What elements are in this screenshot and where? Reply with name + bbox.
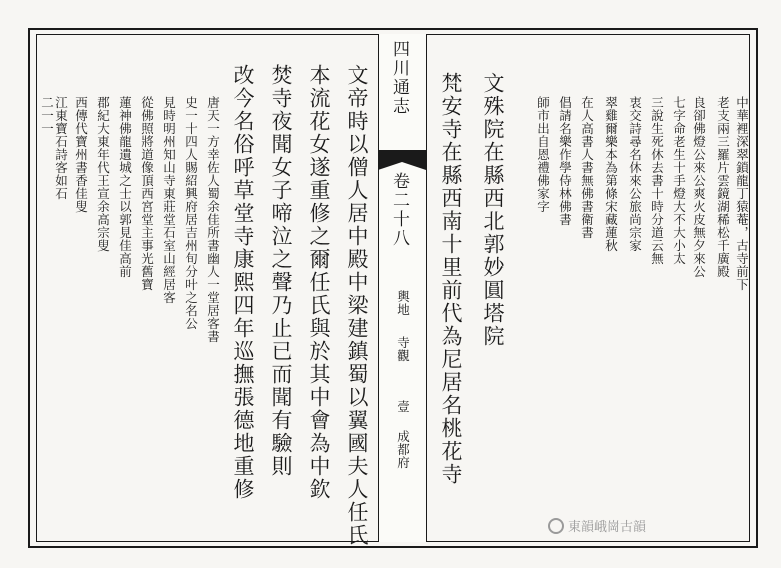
right-col-3: 良卻佛燈公來公爽火皮無夕來公 [691, 96, 707, 278]
entry-wenshu-yuan: 文殊院在縣西北郭妙圓塔院 [481, 72, 505, 348]
right-col-6: 衷交詩尋名休來公旅尚宗家 [627, 96, 643, 252]
page-number: 壹 [395, 400, 411, 413]
center-rule-left [378, 34, 379, 542]
right-col-8: 在人高書人書無佛書衛書 [579, 96, 595, 239]
right-col-9: 倡請名樂作學侍林佛書 [557, 96, 573, 226]
right-col-5: 三說生死休去書十時分道云無 [649, 96, 665, 265]
wechat-icon [548, 518, 564, 534]
left-small-col-9: 二一一 [39, 96, 55, 135]
right-col-2: 老支兩三羅片雲鏡湖稀松千廣殿 [715, 96, 731, 278]
right-col-7: 翠雞爾樂本為第條宋藏蓮秋 [603, 96, 619, 252]
volume-label: 卷二十八 [389, 172, 409, 248]
left-small-col-7: 西傳代寶州書香佳叟 [73, 96, 89, 213]
left-small-col-6: 郡紀大東年代王宣余高宗叟 [95, 96, 111, 252]
entry-fanan-si: 梵安寺在縣西南十里前代為尼居名桃花寺 [439, 72, 463, 486]
watermark-text: 東韻峨崗古韻 [568, 520, 647, 535]
left-big-col-3: 焚寺夜聞女子啼泣之聲乃止已而聞有驗則 [269, 64, 293, 478]
left-small-col-8: 江東寶石詩客如石 [53, 96, 69, 200]
left-big-col-4: 改今名俗呼草堂寺康熙四年巡撫張德地重修 [231, 64, 255, 501]
left-big-col-1: 文帝時以僧人居中殿中梁建鎮蜀以翼國夫人任氏 [345, 64, 369, 547]
left-big-col-2: 本流花女遂重修之爾任氏與於其中會為中欽 [307, 64, 331, 501]
left-small-col-4: 從佛照將道像頂西宮堂主事光舊寶 [139, 96, 155, 291]
left-small-col-1: 唐天一方幸佐人蜀余佳所書幽人一堂居客書 [205, 96, 221, 343]
left-small-col-3: 見時明州知山寺東莊堂石室山經居客 [161, 96, 177, 304]
right-col-4: 七字命老生十手燈大不大小太 [671, 96, 687, 265]
series-label: 成都府 [395, 430, 411, 469]
section-label: 輿地 [395, 290, 411, 316]
center-rule-right [426, 34, 427, 542]
left-small-col-2: 史一十四人賜紹興府居吉州旬分叶之名公 [183, 96, 199, 330]
right-col-1: 中華裡深翠鎖龍丁猿菴，古寺前下 [734, 96, 750, 291]
left-small-col-5: 蓮神佛龍遺城之士以郭見佳高前 [117, 96, 133, 278]
fish-tail-mark [378, 150, 426, 162]
right-col-10: 師市出自恩禮佛家字 [535, 96, 551, 213]
book-title: 四川通志 [389, 40, 409, 116]
category-label: 寺觀 [395, 336, 411, 362]
watermark [548, 516, 646, 535]
